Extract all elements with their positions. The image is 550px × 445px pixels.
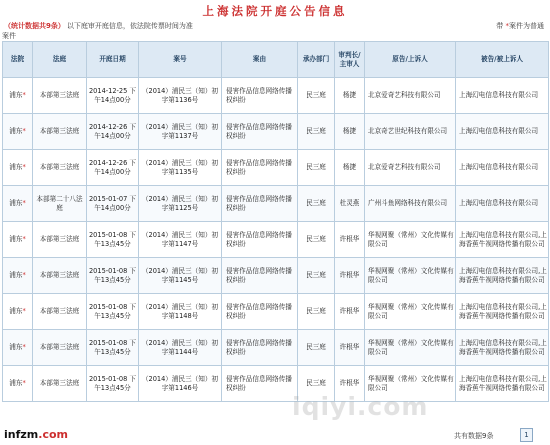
court-name: 浦东 (9, 163, 23, 172)
cell-case-no: （2014）浦民三（知）初字第1136号 (139, 78, 222, 114)
cell-court (3, 78, 33, 114)
cell-court (3, 294, 33, 330)
cell-dept: 民三庭 (298, 258, 335, 294)
cell-room: 本部第三法庭 (33, 258, 87, 294)
column-header-case-no: 案号 (139, 42, 222, 78)
cell-case-no: （2014）浦民三（知）初字第1145号 (139, 258, 222, 294)
cell-court (3, 330, 33, 366)
cell-case-no: （2014）浦民三（知）初字第1125号 (139, 186, 222, 222)
cell-room: 本部第三法庭 (33, 150, 87, 186)
cell-plaintiff: 华视网聚（常州）文化传媒有限公司 (365, 330, 456, 366)
cell-dept: 民三庭 (298, 366, 335, 402)
court-name: 浦东 (9, 91, 23, 100)
cell-judge: 许根华 (335, 366, 365, 402)
column-header-dept: 承办部门 (298, 42, 335, 78)
cell-plaintiff: 华视网聚（常州）文化传媒有限公司 (365, 294, 456, 330)
cell-date: 2014-12-25 下午14点00分 (87, 78, 139, 114)
cell-plaintiff: 北京爱奇艺科技有限公司 (365, 78, 456, 114)
general-case-star: * (22, 163, 26, 172)
table-row[interactable] (3, 258, 549, 294)
cell-type: 侵害作品信息网络传播权纠纷 (222, 114, 298, 150)
column-header-plaintiff: 原告/上诉人 (365, 42, 456, 78)
stats-count: （统计数据共9条） (4, 22, 65, 30)
cell-judge: 许根华 (335, 222, 365, 258)
table-row[interactable] (3, 186, 549, 222)
court-name: 浦东 (9, 199, 23, 208)
summary-line (4, 20, 546, 32)
cell-room: 本部第三法庭 (33, 78, 87, 114)
cell-court (3, 258, 33, 294)
column-header-date: 开庭日期 (87, 42, 139, 78)
column-header-court: 法院 (3, 42, 33, 78)
cell-room: 本部第三法庭 (33, 366, 87, 402)
court-name: 浦东 (9, 235, 23, 244)
cell-date: 2015-01-08 下午13点45分 (87, 366, 139, 402)
cell-case-no: （2014）浦民三（知）初字第1144号 (139, 330, 222, 366)
cell-dept: 民三庭 (298, 114, 335, 150)
cell-room: 本部第三法庭 (33, 330, 87, 366)
general-case-star: * (22, 307, 26, 316)
table-body (3, 78, 549, 402)
cell-judge: 许根华 (335, 330, 365, 366)
cell-room: 本部第二十八法庭 (33, 186, 87, 222)
cell-dept: 民三庭 (298, 294, 335, 330)
cell-plaintiff: 北京爱奇艺科技有限公司 (365, 150, 456, 186)
general-case-star: * (22, 235, 26, 244)
page-title: 上海法院开庭公告信息 (202, 4, 348, 18)
general-case-star: * (22, 271, 26, 280)
cell-type: 侵害作品信息网络传播权纠纷 (222, 186, 298, 222)
table-row[interactable] (3, 294, 549, 330)
cell-defendant: 上海幻电信息科技有限公司,上海香蕉牛视网络传播有限公司 (456, 258, 549, 294)
cell-defendant: 上海幻电信息科技有限公司 (456, 186, 549, 222)
general-case-star: * (22, 127, 26, 136)
cell-court (3, 366, 33, 402)
cell-dept: 民三庭 (298, 330, 335, 366)
table-row[interactable] (3, 222, 549, 258)
cell-court (3, 114, 33, 150)
court-name: 浦东 (9, 379, 23, 388)
cell-defendant: 上海幻电信息科技有限公司 (456, 150, 549, 186)
cell-court (3, 150, 33, 186)
cell-type: 侵害作品信息网络传播权纠纷 (222, 78, 298, 114)
cell-plaintiff: 北京奇艺世纪科技有限公司 (365, 114, 456, 150)
table-row[interactable] (3, 114, 549, 150)
cell-date: 2015-01-08 下午13点45分 (87, 222, 139, 258)
general-case-star: * (22, 199, 26, 208)
cell-dept: 民三庭 (298, 186, 335, 222)
table-header-row (3, 42, 549, 78)
cell-type: 侵害作品信息网络传播权纠纷 (222, 330, 298, 366)
cell-defendant: 上海幻电信息科技有限公司 (456, 114, 549, 150)
cell-room: 本部第三法庭 (33, 222, 87, 258)
section-label: 案件 (2, 32, 16, 40)
cell-type: 侵害作品信息网络传播权纠纷 (222, 222, 298, 258)
cell-type: 侵害作品信息网络传播权纠纷 (222, 150, 298, 186)
legend-note (496, 20, 544, 32)
cell-defendant: 上海幻电信息科技有限公司,上海香蕉牛视网络传播有限公司 (456, 294, 549, 330)
cell-plaintiff: 华视网聚（常州）文化传媒有限公司 (365, 222, 456, 258)
watermark: iqiyi.com (292, 392, 429, 421)
table-row[interactable] (3, 366, 549, 402)
cell-dept: 民三庭 (298, 150, 335, 186)
logo-main: infzm (4, 428, 39, 441)
cell-defendant: 上海幻电信息科技有限公司,上海香蕉牛视网络传播有限公司 (456, 222, 549, 258)
cell-case-no: （2014）浦民三（知）初字第1146号 (139, 366, 222, 402)
table-row[interactable] (3, 150, 549, 186)
hearing-table (2, 41, 549, 402)
cell-date: 2014-12-26 下午14点00分 (87, 114, 139, 150)
cell-type: 侵害作品信息网络传播权纠纷 (222, 258, 298, 294)
legend-text: 案件为普通 (509, 22, 544, 30)
general-case-star: * (22, 343, 26, 352)
logo-suffix: .com (38, 428, 68, 441)
cell-judge: 杨捷 (335, 78, 365, 114)
cell-type: 侵害作品信息网络传播权纠纷 (222, 366, 298, 402)
pagination-page-button[interactable]: 1 (520, 428, 533, 442)
court-name: 浦东 (9, 127, 23, 136)
column-header-judge: 审判长/主审人 (335, 42, 365, 78)
cell-judge: 杨捷 (335, 114, 365, 150)
cell-date: 2015-01-07 下午14点00分 (87, 186, 139, 222)
site-logo[interactable] (4, 428, 68, 441)
cell-judge: 许根华 (335, 294, 365, 330)
cell-defendant: 上海幻电信息科技有限公司,上海香蕉牛视网络传播有限公司 (456, 330, 549, 366)
cell-judge: 杨捷 (335, 150, 365, 186)
cell-court (3, 186, 33, 222)
cell-type: 侵害作品信息网络传播权纠纷 (222, 294, 298, 330)
cell-room: 本部第三法庭 (33, 294, 87, 330)
cell-court (3, 222, 33, 258)
court-name: 浦东 (9, 307, 23, 316)
cell-case-no: （2014）浦民三（知）初字第1148号 (139, 294, 222, 330)
cell-case-no: （2014）浦民三（知）初字第1137号 (139, 114, 222, 150)
legend-star: * (505, 22, 509, 30)
cell-case-no: （2014）浦民三（知）初字第1135号 (139, 150, 222, 186)
table-row[interactable] (3, 330, 549, 366)
table-row[interactable] (3, 78, 549, 114)
cell-date: 2015-01-08 下午13点45分 (87, 294, 139, 330)
cell-judge: 杜灵燕 (335, 186, 365, 222)
cell-date: 2015-01-08 下午13点45分 (87, 330, 139, 366)
cell-plaintiff: 华视网聚（常州）文化传媒有限公司 (365, 258, 456, 294)
cell-defendant: 上海幻电信息科技有限公司 (456, 78, 549, 114)
cell-room: 本部第三法庭 (33, 114, 87, 150)
court-name: 浦东 (9, 271, 23, 280)
notice-description: 以下庭审开庭信息，依法院传票时间为准 (66, 22, 193, 30)
column-header-room: 法庭 (33, 42, 87, 78)
cell-defendant: 上海幻电信息科技有限公司,上海香蕉牛视网络传播有限公司 (456, 366, 549, 402)
column-header-type: 案由 (222, 42, 298, 78)
record-count: 共有数据9条 (454, 432, 494, 440)
legend-prefix: 带 (496, 22, 504, 30)
cell-date: 2014-12-26 下午14点00分 (87, 150, 139, 186)
general-case-star: * (22, 379, 26, 388)
court-name: 浦东 (9, 343, 23, 352)
general-case-star: * (22, 91, 26, 100)
column-header-defendant: 被告/被上诉人 (456, 42, 549, 78)
cell-plaintiff: 华视网聚（常州）文化传媒有限公司 (365, 366, 456, 402)
cell-case-no: （2014）浦民三（知）初字第1147号 (139, 222, 222, 258)
cell-dept: 民三庭 (298, 78, 335, 114)
cell-plaintiff: 广州斗鱼网络科技有限公司 (365, 186, 456, 222)
cell-date: 2015-01-08 下午13点45分 (87, 258, 139, 294)
cell-dept: 民三庭 (298, 222, 335, 258)
cell-judge: 许根华 (335, 258, 365, 294)
